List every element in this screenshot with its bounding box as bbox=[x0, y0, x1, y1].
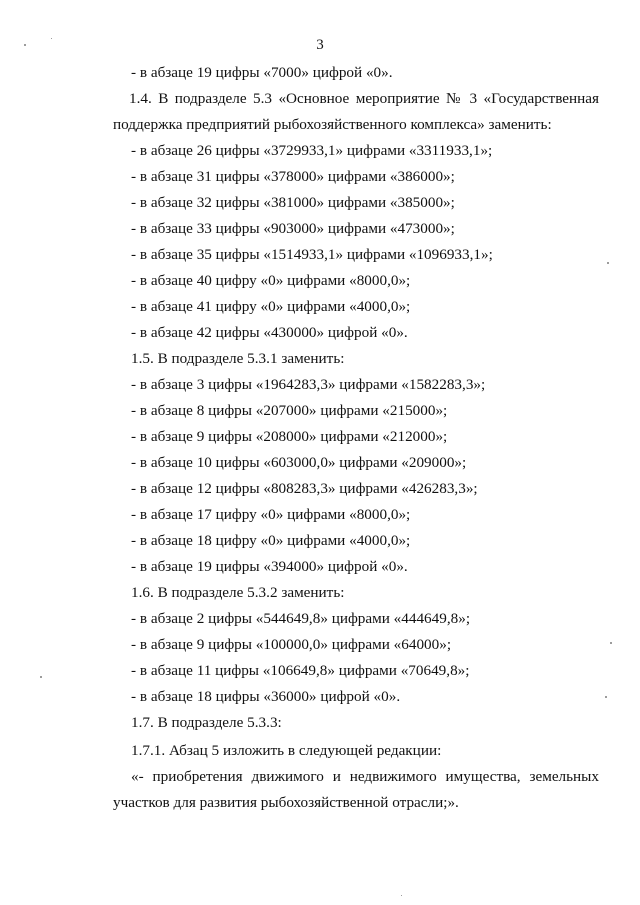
scan-speck bbox=[607, 262, 609, 264]
scan-speck bbox=[51, 38, 52, 39]
amendment-line: - в абзаце 17 цифру «0» цифрами «8000,0»; bbox=[131, 506, 411, 523]
amendment-line: - в абзаце 2 цифры «544649,8» цифрами «444649,8»; bbox=[131, 610, 471, 627]
scan-speck bbox=[401, 895, 402, 896]
amendment-line: - в абзаце 33 цифры «903000» цифрами «473000»; bbox=[131, 220, 455, 237]
amendment-line: - в абзаце 11 цифры «106649,8» цифрами «70649,8»; bbox=[131, 662, 470, 679]
page-number: 3 bbox=[316, 37, 324, 53]
amendment-line: - в абзаце 31 цифры «378000» цифрами «386000»; bbox=[131, 168, 455, 185]
amendment-line: - в абзаце 32 цифры «381000» цифрами «385000»; bbox=[131, 194, 455, 211]
section-heading: 1.6. В подразделе 5.3.2 заменить: bbox=[131, 584, 345, 601]
scan-speck bbox=[24, 44, 26, 46]
amendment-line: - в абзаце 19 цифры «7000» цифрой «0». bbox=[131, 64, 393, 81]
scan-speck bbox=[610, 642, 612, 644]
subsection-heading: 1.7.1. Абзац 5 изложить в следующей редакции: bbox=[131, 742, 442, 759]
section-heading: 1.5. В подразделе 5.3.1 заменить: bbox=[131, 350, 345, 367]
section-heading: 1.4. В подразделе 5.3 «Основное мероприятие № 3 «Государственная bbox=[129, 90, 599, 107]
quoted-paragraph: «- приобретения движимого и недвижимого имущества, земельных bbox=[131, 768, 599, 785]
amendment-line: - в абзаце 18 цифры «36000» цифрой «0». bbox=[131, 688, 401, 705]
amendment-line: - в абзаце 41 цифру «0» цифрами «4000,0»; bbox=[131, 298, 411, 315]
amendment-line: - в абзаце 18 цифру «0» цифрами «4000,0»; bbox=[131, 532, 411, 549]
section-heading-continuation: поддержка предприятий рыбохозяйственного комплекса» заменить: bbox=[113, 116, 552, 133]
amendment-line: - в абзаце 35 цифры «1514933,1» цифрами «1096933,1»; bbox=[131, 246, 493, 263]
amendment-line: - в абзаце 42 цифры «430000» цифрой «0». bbox=[131, 324, 408, 341]
amendment-line: - в абзаце 40 цифру «0» цифрами «8000,0»; bbox=[131, 272, 411, 289]
scan-speck bbox=[605, 696, 607, 698]
amendment-line: - в абзаце 9 цифры «208000» цифрами «212000»; bbox=[131, 428, 448, 445]
amendment-line: - в абзаце 10 цифры «603000,0» цифрами «209000»; bbox=[131, 454, 467, 471]
quoted-paragraph-continuation: участков для развития рыбохозяйственной отрасли;». bbox=[113, 794, 459, 811]
amendment-line: - в абзаце 26 цифры «3729933,1» цифрами «3311933,1»; bbox=[131, 142, 493, 159]
section-heading: 1.7. В подразделе 5.3.3: bbox=[131, 714, 282, 731]
amendment-line: - в абзаце 12 цифры «808283,3» цифрами «426283,3»; bbox=[131, 480, 478, 497]
amendment-line: - в абзаце 3 цифры «1964283,3» цифрами «1582283,3»; bbox=[131, 376, 486, 393]
amendment-line: - в абзаце 19 цифры «394000» цифрой «0». bbox=[131, 558, 408, 575]
amendment-line: - в абзаце 8 цифры «207000» цифрами «215000»; bbox=[131, 402, 448, 419]
amendment-line: - в абзаце 9 цифры «100000,0» цифрами «64000»; bbox=[131, 636, 452, 653]
scan-speck bbox=[40, 676, 42, 678]
